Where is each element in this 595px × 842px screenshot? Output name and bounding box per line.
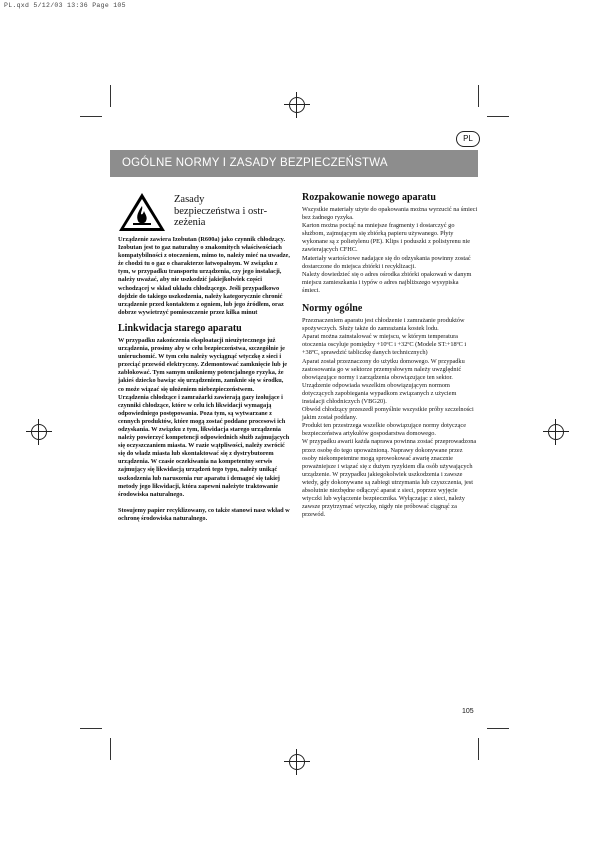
norms-paragraph: W przypadku awarii każda naprawa powinna zostać przeprowadzona przez osobę do tego upoważnioną. Naprawy dokonywane przez osoby niekompetentne mogą sprowokować awarię znacznie poważniejsze i wiązać się z dużym ryzykiem dla osób używających urządzenie. W przypadku jakiegokolwiek uszkodzenia i zawsze wtedy, gdy dokonywane są zabiegi utrzymania lub czyszczenia, jest absolutnie niezbędne odłączyć aparat z sieci, poprzez wyjęcie wtyczki lub wyłączenie bezpiecznika. Wyłączając z sieci, należy zawsze przytrzymać wtyczkę, nigdy nie próbować ciągnąć za przewód.: [302, 438, 477, 519]
unpacking-paragraph: Wszystkie materiały użyte do opakowania można wyrzucić na śmieci bez żadnego ryzyka.: [302, 206, 478, 222]
right-column: [302, 192, 478, 519]
crop-mark: [110, 738, 111, 760]
section-title-bar: [110, 150, 478, 177]
norms-paragraph: Aparat można zainstalować w miejscu, w którym temperatura otoczenia oscyluje pomiędzy +10ºC i +32ºC (Modele ST:+18ºC i +38ºC, sprawdzić tabliczkę danych technicznych): [302, 333, 467, 357]
safety-heading: [174, 194, 292, 229]
unpacking-paragraph: Należy dowiedzieć się o adres ośrodka zbiórki opakowań w danym miejscu zamieszkania i typów o adres najbliższego wysypiska śmieci.: [302, 270, 472, 294]
disposal-heading: Linkwidacja starego aparatu: [118, 322, 242, 334]
registration-mark-top: [284, 92, 310, 118]
safety-heading-line: Zasady: [174, 194, 205, 205]
left-column: [118, 192, 290, 523]
unpacking-paragraph: Materiały wartościowe nadające się do odzyskania powinny zostać dostarczone do miejsca zbiórki i recyklizacji.: [302, 254, 471, 270]
crop-mark: [487, 116, 509, 117]
crop-mark: [110, 85, 111, 107]
crop-mark: [487, 728, 509, 729]
disposal-paragraph: W przypadku zakończenia eksploatacji nieużytecznego już urządzenia, prosimy aby w celu bezpieczeństwa, szczególnie je unieruchomić. W tym celu należy wyciągnąć wtyczkę z sieci i przeciąć przewód elektryczny. Zdemontować zamknięcie lub je zablokować. Tym samym unikniemy potencjalnego ryzyka, że jakieś dziecko bawiąc się urządzeniem, zamknie się w środku, co może wiązać się ułożeniem niebezpieczeństwem.: [118, 336, 288, 393]
general-norms-heading: Normy ogólne: [302, 303, 363, 315]
page-number: 105: [462, 708, 474, 715]
unpacking-paragraph: Karton można pociąć na mniejsze fragmenty i dostarczyć go służbom, zajmującym się zbiórką papieru używanego. Płyty wykonane są z polietylenu (PE). Klips i poduszki z polistyrenu nie zawierających CFHC.: [302, 222, 471, 254]
flammable-warning-icon: [118, 192, 166, 232]
norms-paragraph: Obwód chłodzący przeszedł pomyślnie wszystkie próby szczelności jakim został poddany.: [302, 406, 474, 422]
language-badge: PL: [456, 131, 480, 147]
page-title: OGÓLNE NORMY I ZASADY BEZPIECZEŃSTWA: [122, 157, 388, 169]
crop-mark: [478, 738, 479, 760]
safety-paragraph: Urządzenie zawiera Izobutan (R600a) jako czynnik chłodzący. Izobutan jest to gaz naturalny o znakomitych właściwościach kompatybilności z otoczeniem, mimo to, należy mieć na uwadze, że chodzi tu o gaz o charakterze łatwopalnym. W związku z tym, w przypadku transportu urządzenia, czy jego instalacji, należy uważać, aby nie uszkodzić jakiejkolwiek części wchodzącej w skład układu chłodzącego. Jeśli przypadkowo dojdzie do takiego uszkodzenia, należy kategorycznie chronić urządzenie przed kontaktem z ogniem, lub jego źródłem, oraz dobrze wywietrzyć pomieszczenie przez kilka minut: [118, 236, 290, 316]
norms-paragraph: Przeznaczeniem aparatu jest chłodzenie i zamrażanie produktów spożywczych. Służy także do zamrażania kostek lodu.: [302, 317, 465, 333]
unpacking-heading: Rozpakowanie nowego aparatu: [302, 192, 436, 203]
recycled-paper-note: Stosujemy papier recyklizowany, co także stanowi nasz wkład w ochronę środowiska naturalnego.: [118, 506, 290, 522]
registration-mark-left: [26, 419, 52, 445]
registration-mark-bottom: [284, 749, 310, 775]
crop-mark: [80, 116, 102, 117]
registration-mark-right: [543, 419, 569, 445]
norms-paragraph: Produkt ten przestrzega wszelkie obowiązujące normy dotyczące bezpieczeństwa artykułów gospodarstwa domowego.: [302, 422, 466, 438]
norms-paragraph: Urządzenie odpowiada wszelkim obowiązującym normom dotyczących zapobiegania wypadkom związanych z użyciem instalacji chłodniczych (VBG20).: [302, 381, 457, 405]
safety-heading-line: zeżenia: [174, 217, 206, 228]
norms-paragraph: Aparat został przeznaczony do użytku domowego. W przypadku zastosowania go w sektorze przemysłowym należy uwzględnić obowiązujące normy i zarządzenia obowiązujące ten sektor.: [302, 357, 465, 381]
crop-mark: [478, 85, 479, 107]
crop-mark: [80, 728, 102, 729]
safety-heading-line: bezpieczeństwa i ostr-: [174, 205, 268, 217]
print-slug: PL.qxd 5/12/03 13:36 Page 105: [4, 2, 126, 9]
disposal-paragraph: Urządzenia chłodzące i zamrażarki zawierają gazy izolujące i czynniki chłodzące, które w celu ich likwidacji wymagają odpowiedniego postępowania. Poza tym, są wytwarzane z cennych produktów, które mogą zostać poddane procesowi ich odzyskania. W związku z tym, likwidacja starego urządzenia należy powierzyć kompetencji odpowiednich służb zajmujących się oczyszczaniem miasta. W razie wątpliwości, należy zwrócić się do władz miasta lub skontaktować się z dystrybutorem urządzenia. W czasie oczekiwania na kompetentny serwis zajmujący się likwidacją urządzeń tego typu, należy unikąć uszkodzenia lub naruszenia rur aparatu i demagoć się takiej metody jego likwidacji, która zapewni należyte traktowanie środowiska naturalnego.: [118, 393, 290, 498]
